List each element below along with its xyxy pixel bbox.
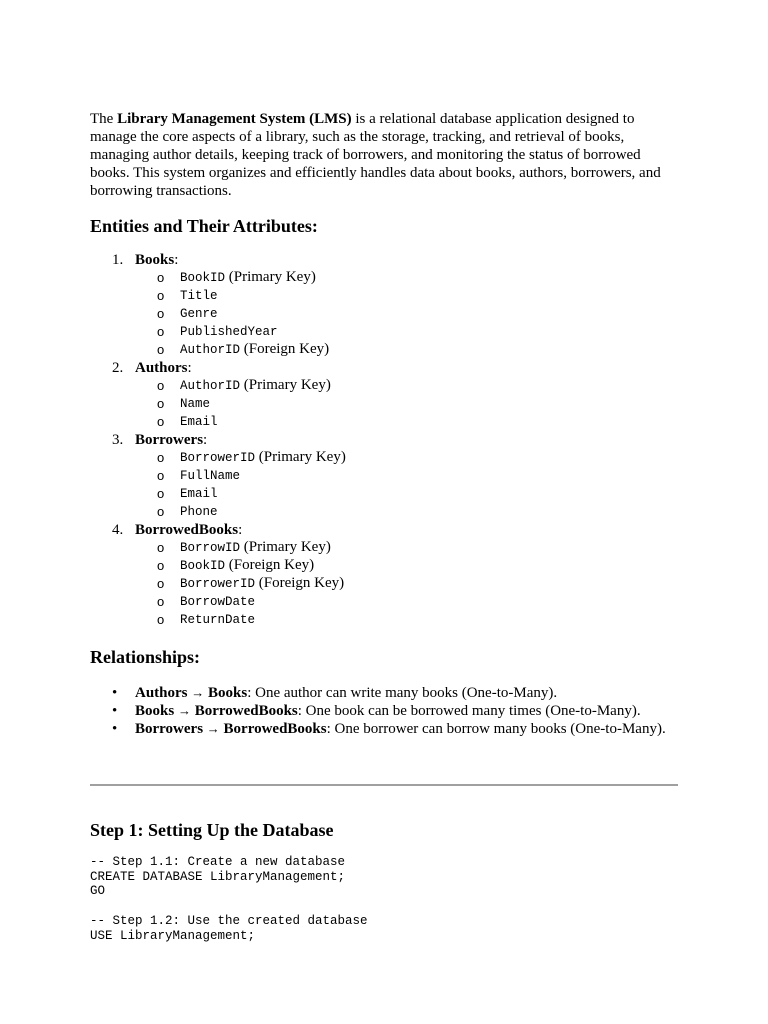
attribute-field: AuthorID [180, 379, 241, 393]
attribute-item [135, 305, 680, 323]
attribute-note: (Primary Key) [255, 449, 346, 465]
entities-heading: Entities and Their Attributes: [90, 216, 318, 236]
intro-paragraph [90, 110, 680, 200]
attribute-note: (Foreign Key) [225, 557, 315, 573]
attribute-field: AuthorID [180, 343, 241, 357]
bullet-marker: o [157, 396, 165, 411]
attribute-field: Genre [180, 307, 218, 321]
bullet-marker: o [157, 288, 165, 303]
document-content [90, 110, 680, 943]
relationships-heading: Relationships: [90, 647, 201, 667]
attribute-item [135, 467, 680, 485]
attribute-field: Email [180, 487, 218, 501]
relationship-from: Books [135, 703, 175, 719]
relationship-desc: : One author can write many books (One-to-Many). [247, 685, 558, 701]
attribute-item [135, 287, 680, 305]
bullet-marker: o [157, 612, 165, 627]
entity-number: 1. [112, 252, 124, 268]
entity-item: 4. BorrowedBooks: o BorrowID (Primary Key) o BookID (Foreign Key) o BorrowerID (Foreign Key) o BorrowDate o ReturnDate [90, 521, 680, 629]
relationship-from: Borrowers [135, 721, 204, 737]
intro-rest: is a relational database application designed to manage the core aspects of a library, such as the storage, tracking, and retrieval of books, managing author details, keeping track of borrowers, and monitoring the status of borrowed books. This system organizes and efficiently handles data about books, authors, borrowers, and borrowing transactions. [90, 111, 661, 199]
attribute-field: BorrowerID [180, 577, 256, 591]
entity-number: 3. [112, 432, 124, 448]
code-line: CREATE DATABASE LibraryManagement; [90, 869, 346, 884]
bullet-marker: o [157, 576, 165, 591]
attribute-field: PublishedYear [180, 325, 278, 339]
entity-item: 2. Authors: o AuthorID (Primary Key) o Name o Email [90, 359, 680, 431]
entity-item: 3. Borrowers: o BorrowerID (Primary Key) o FullName o Email o Phone [90, 431, 680, 521]
entity-number: 2. [112, 360, 124, 376]
sql-code-block [90, 855, 680, 943]
bullet-marker: o [157, 540, 165, 555]
bullet-marker: o [157, 306, 165, 321]
attribute-list [135, 539, 680, 629]
entity-name: BorrowedBooks [135, 522, 239, 538]
attribute-item [135, 539, 680, 557]
attribute-item [135, 575, 680, 593]
attribute-item [135, 611, 680, 629]
bullet-marker: o [157, 450, 165, 465]
intro-system-name: Library Management System (LMS) [117, 111, 352, 127]
bullet-marker: o [157, 468, 165, 483]
bullet-marker: o [157, 270, 165, 285]
relationship-from: Authors [135, 685, 188, 701]
attribute-field: ReturnDate [180, 613, 256, 627]
attribute-note: (Primary Key) [240, 539, 331, 555]
attribute-list [135, 449, 680, 521]
attribute-item [135, 377, 680, 395]
attribute-item [135, 341, 680, 359]
code-line: -- Step 1.1: Create a new database [90, 855, 346, 869]
attribute-field: BorrowID [180, 541, 241, 555]
attribute-item [135, 323, 680, 341]
attribute-item [135, 269, 680, 287]
attribute-note: (Foreign Key) [255, 575, 345, 591]
relationship-desc: : One borrower can borrow many books (One-to-Many). [326, 721, 666, 737]
arrow-icon: → [191, 685, 205, 700]
attribute-field: Phone [180, 505, 218, 519]
attribute-note: (Primary Key) [225, 269, 316, 285]
entity-number: 4. [112, 522, 124, 538]
attribute-field: Title [180, 289, 218, 303]
attribute-item [135, 413, 680, 431]
attribute-field: BookID [180, 559, 226, 573]
attribute-field: BorrowDate [180, 595, 256, 609]
bullet-marker: o [157, 324, 165, 339]
attribute-note: (Primary Key) [240, 377, 331, 393]
arrow-icon: → [206, 721, 220, 736]
relationship-item [90, 720, 680, 738]
attribute-field: BookID [180, 271, 226, 285]
code-line: USE LibraryManagement; [90, 928, 256, 943]
relationship-to: Books [208, 685, 248, 701]
bullet-marker: o [157, 342, 165, 357]
code-line: -- Step 1.2: Use the created database [90, 913, 368, 928]
bullet-marker: o [157, 378, 165, 393]
entities-list [90, 251, 680, 629]
entity-item: 1. Books: o BookID (Primary Key) o Title o Genre o PublishedYear o AuthorID (Foreign Key) [90, 251, 680, 359]
relationship-desc: : One book can be borrowed many times (One-to-Many). [297, 703, 641, 719]
bullet-dot: • [112, 703, 118, 719]
bullet-dot: • [112, 721, 118, 737]
attribute-item [135, 557, 680, 575]
relationship-to: BorrowedBooks [194, 703, 298, 719]
attribute-item [135, 593, 680, 611]
attribute-item [135, 485, 680, 503]
relationship-item [90, 702, 680, 720]
attribute-note: (Foreign Key) [240, 341, 330, 357]
entity-name: Borrowers [135, 432, 204, 448]
attribute-list [135, 269, 680, 359]
relationship-to: BorrowedBooks [223, 721, 327, 737]
attribute-field: FullName [180, 469, 241, 483]
attribute-field: Email [180, 415, 218, 429]
bullet-marker: o [157, 504, 165, 519]
attribute-list [135, 377, 680, 431]
entity-name: Books [135, 252, 175, 268]
attribute-field: BorrowerID [180, 451, 256, 465]
relationship-item [90, 684, 680, 702]
bullet-marker: o [157, 486, 165, 501]
step-heading: Step 1: Setting Up the Database [90, 820, 334, 840]
section-divider [90, 784, 678, 786]
attribute-item [135, 395, 680, 413]
attribute-item [135, 449, 680, 467]
bullet-dot: • [112, 685, 118, 701]
attribute-item [135, 503, 680, 521]
entity-name: Authors [135, 360, 188, 376]
bullet-marker: o [157, 558, 165, 573]
relationships-list [90, 684, 680, 738]
arrow-icon: → [177, 703, 191, 718]
bullet-marker: o [157, 594, 165, 609]
bullet-marker: o [157, 414, 165, 429]
attribute-field: Name [180, 397, 211, 411]
intro-lead: The [90, 111, 118, 127]
code-line: GO [90, 884, 106, 899]
